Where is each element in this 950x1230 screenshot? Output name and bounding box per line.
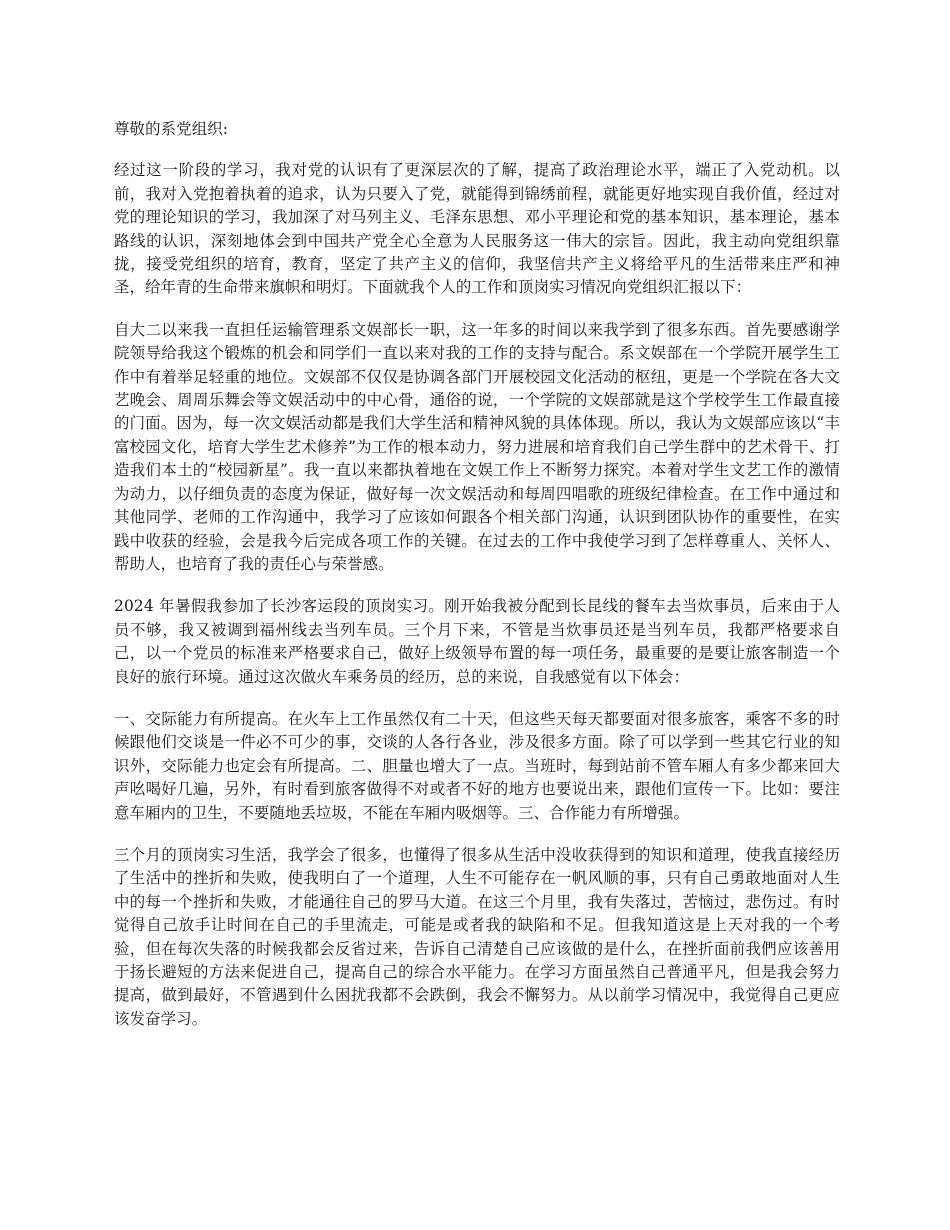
paragraph-intro: 经过这一阶段的学习，我对党的认识有了更深层次的了解，提高了政治理论水平，端正了入党动机。以前，我对入党抱着执着的追求，认为只要入了党，就能得到锦绣前程，就能更好地实现自我价值，经过对党的理论知识的学习，我加深了对马列主义、毛泽东思想、邓小平理论和党的基本知识，基本理论，基本路线的认识，深刻地体会到中国共产党全心全意为人民服务这一伟大的宗旨。因此，我主动向党组织靠拢，接受党组织的培育，教育，坚定了共产主义的信仰，我坚信共产主义将给平凡的生活带来庄严和神圣，给年青的生命带来旗帜和明灯。下面就我个人的工作和顶岗实习情况向党组织汇报以下： [114, 161, 840, 297]
document-page [114, 118, 840, 1050]
paragraph-reflection: 三个月的顶岗实习生活，我学会了很多，也懂得了很多从生活中没收获得到的知识和道理，使我直接经历了生活中的挫折和失败，使我明白了一个道理，人生不可能存在一帆风顺的事，只有自己勇敢地面对人生中的每一个挫折和失败，才能通往自己的罗马大道。在这三个月里，我有失落过，苦恼过，悲伤过。有时觉得自己放手让时间在自己的手里流走，可能是或者我的缺陷和不足。但我知道这是上天对我的一个考验，但在每次失落的时候我都会反省过来，告诉自己清楚自己应该做的是什么，在挫折面前我們应该善用于扬长避短的方法来促进自己，提高自己的综合水平能力。在学习方面虽然自己普通平凡，但是我会努力提高，做到最好，不管遇到什么困扰我都不会跌倒，我会不懈努力。从以前学习情况中，我觉得自己更应该发奋学习。 [114, 845, 840, 1028]
paragraph-arts-department: 自大二以来我一直担任运输管理系文娱部长一职，这一年多的时间以来我学到了很多东西。首先要感谢学院领导给我这个锻炼的机会和同学们一直以来对我的工作的支持与配合。系文娱部在一个学院开展学生工作中有着举足轻重的地位。文娱部不仅仅是协调各部门开展校园文化活动的枢纽，更是一个学院在各大文艺晚会、周周乐舞会等文娱活动中的中心骨，通俗的说，一个学院的文娱部就是这个学校学生工作最直接的门面。因为，每一次文娱活动都是我们大学生活和精神风貌的具体体现。所以，我认为文娱部应该以“丰富校园文化，培育大学生艺术修养”为工作的根本动力，努力进展和培育我们自己学生群中的艺术骨干、打造我们本土的“校园新星”。我一直以来都执着地在文娱工作上不断努力探究。本着对学生文艺工作的激情为动力，以仔细负责的态度为保证，做好每一次文娱活动和每周四唱歌的班级纪律检查。在工作中通过和其他同学、老师的工作沟通中，我学习了应该如何跟各个相关部门沟通，认识到团队协作的重要性，在实践中收获的经验，会是我今后完成各项工作的关键。在过去的工作中我使学习到了怎样尊重人、关怀人、帮助人，也培育了我的责任心与荣誉感。 [114, 320, 840, 573]
paragraph-internship: 2024 年暑假我参加了长沙客运段的顶岗实习。刚开始我被分配到长昆线的餐车去当炊事员，后来由于人员不够，我又被调到福州线去当列车员。三个月下来，不管是当炊事员还是当列车员，我都严格要求自己，以一个党员的标准来严格要求自己，做好上级领导布置的每一项任务，最重要的是要让旅客制造一个良好的旅行环境。通过这次做火车乘务员的经历，总的来说，自我感觉有以下体会： [114, 597, 840, 686]
paragraph-lessons: 一、交际能力有所提高。在火车上工作虽然仅有二十天，但这些天每天都要面对很多旅客，乘客不多的时候跟他们交谈是一件必不可少的事，交谈的人各行各业，涉及很多方面。除了可以学到一些其它行业的知识外，交际能力也定会有所提高。二、胆量也增大了一点。当班时，每到站前不管车厢人有多少都来回大声吆喝好几遍，另外，有时看到旅客做得不对或者不好的地方也要说出来，跟他们宣传一下。比如：要注意车厢内的卫生，不要随地丢垃圾，不能在车厢内吸烟等。三、合作能力有所增强。 [114, 709, 840, 822]
salutation: 尊敬的系党组织: [114, 120, 229, 138]
